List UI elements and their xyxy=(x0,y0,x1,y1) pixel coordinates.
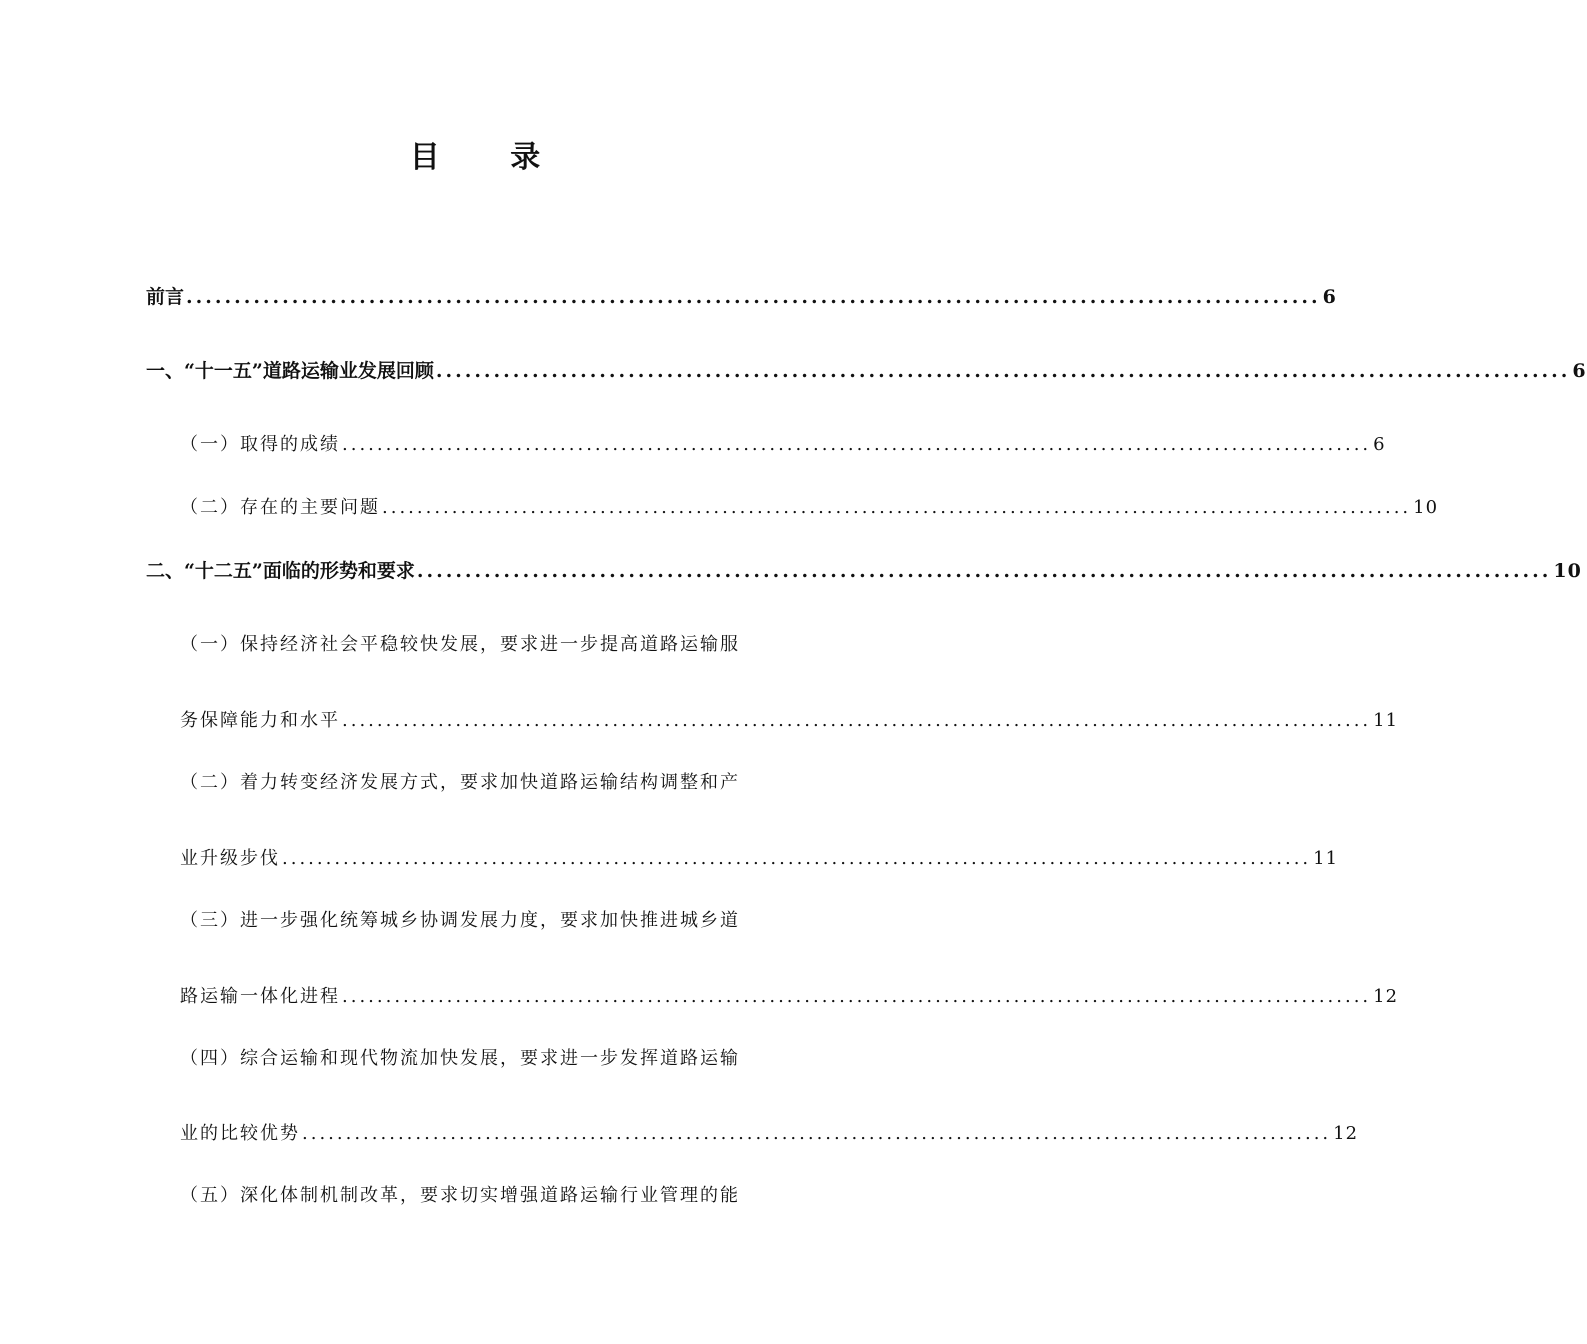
toc-leader-dots: ...................................................................................................................... xyxy=(282,848,1312,869)
toc-page-number: 11 xyxy=(1313,848,1339,869)
toc-page-number: 11 xyxy=(1373,710,1399,731)
toc-entry-text: 二、“十二五”面临的形势和要求 xyxy=(146,560,415,582)
toc-entry-text: 一、“十一五”道路运输业发展回顾 xyxy=(146,360,434,382)
toc-page-number: 10 xyxy=(1413,497,1439,518)
toc-entry-text: 业的比较优势 xyxy=(180,1123,300,1144)
toc-entry-2-3-line2[interactable] xyxy=(180,982,1399,1008)
toc-entry-2-5-line1[interactable]: （五）深化体制机制改革，要求切实增强道路运输行业管理的能 xyxy=(180,1185,740,1206)
toc-page-number: 12 xyxy=(1333,1123,1359,1144)
toc-entry-2-2-line1[interactable]: （二）着力转变经济发展方式，要求加快道路运输结构调整和产 xyxy=(180,772,740,793)
toc-leader-dots: ...................................................................................................................... xyxy=(342,710,1372,731)
toc-entry-section-1[interactable] xyxy=(146,356,1587,383)
toc-leader-dots: ...................................................................................................................... xyxy=(186,286,1321,308)
toc-leader-dots: ...................................................................................................................... xyxy=(342,986,1372,1007)
toc-entry-text: （一）取得的成绩 xyxy=(180,434,340,455)
toc-entry-section-2[interactable] xyxy=(146,556,1582,583)
page-title: 目 录 xyxy=(409,140,571,175)
toc-entry-2-1-line1[interactable]: （一）保持经济社会平稳较快发展，要求进一步提高道路运输服 xyxy=(180,634,740,655)
toc-entry-text: 路运输一体化进程 xyxy=(180,986,340,1007)
toc-leader-dots: ...................................................................................................................... xyxy=(342,434,1372,455)
toc-page-number: 6 xyxy=(1572,360,1587,382)
toc-leader-dots: ...................................................................................................................... xyxy=(435,360,1571,382)
toc-page-number: 6 xyxy=(1322,286,1337,308)
toc-entry-2-4-line1[interactable]: （四）综合运输和现代物流加快发展，要求进一步发挥道路运输 xyxy=(180,1048,740,1069)
toc-entry-text: （二）存在的主要问题 xyxy=(180,497,380,518)
toc-entry-1-1[interactable] xyxy=(180,430,1386,456)
toc-leader-dots: ...................................................................................................................... xyxy=(302,1123,1332,1144)
toc-page-number: 12 xyxy=(1373,986,1399,1007)
toc-leader-dots: ...................................................................................................................... xyxy=(416,560,1552,582)
toc-entry-preface[interactable] xyxy=(146,282,1337,309)
toc-entry-text: 业升级步伐 xyxy=(180,848,280,869)
toc-entry-2-4-line2[interactable] xyxy=(180,1119,1359,1145)
toc-page-number: 10 xyxy=(1553,560,1582,582)
toc-entry-2-2-line2[interactable] xyxy=(180,844,1339,870)
toc-entry-text: 务保障能力和水平 xyxy=(180,710,340,731)
toc-leader-dots: ...................................................................................................................... xyxy=(382,497,1412,518)
toc-entry-2-3-line1[interactable]: （三）进一步强化统筹城乡协调发展力度，要求加快推进城乡道 xyxy=(180,910,740,931)
toc-entry-1-2[interactable] xyxy=(180,493,1439,519)
toc-entry-2-1-line2[interactable] xyxy=(180,706,1399,732)
toc-page-number: 6 xyxy=(1373,434,1386,455)
toc-entry-text: 前言 xyxy=(146,286,185,308)
